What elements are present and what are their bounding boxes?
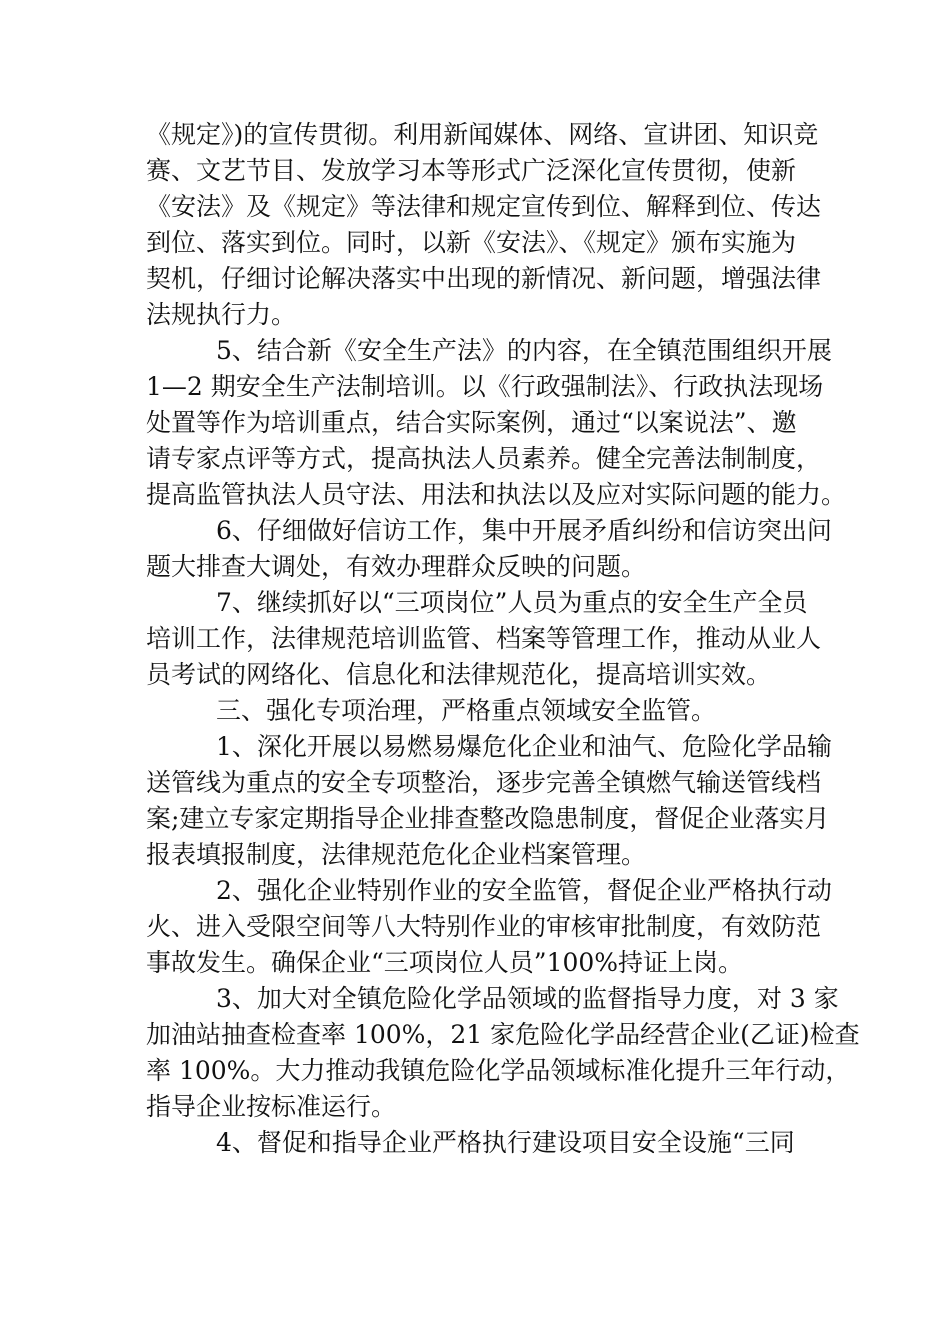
- text-line: 7、继续抓好以“三项岗位”人员为重点的安全生产全员: [216, 588, 808, 617]
- text-line: 送管线为重点的安全专项整治，逐步完善全镇燃气输送管线档: [146, 768, 822, 797]
- text-line: 案;建立专家定期指导企业排查整改隐患制度，督促企业落实月: [146, 804, 830, 833]
- text-line: 2、强化企业特别作业的安全监管，督促企业严格执行动: [216, 876, 832, 905]
- text-line: 事故发生。确保企业“三项岗位人员”100%持证上岗。: [146, 948, 744, 977]
- text-line: 题大排查大调处，有效办理群众反映的问题。: [146, 552, 647, 581]
- section-heading: 三、强化专项治理，严格重点领域安全监管。: [216, 696, 717, 725]
- text-line: 赛、文艺节目、发放学习本等形式广泛深化宣传贯彻，使新: [146, 156, 797, 185]
- text-line: 培训工作，法律规范培训监管、档案等管理工作，推动从业人: [146, 624, 822, 653]
- text-line: 1、深化开展以易燃易爆危化企业和油气、危险化学品输: [216, 732, 832, 761]
- text-line: 6、仔细做好信访工作，集中开展矛盾纠纷和信访突出问: [216, 516, 832, 545]
- text-line: 报表填报制度，法律规范危化企业档案管理。: [146, 840, 647, 869]
- text-line: 处置等作为培训重点，结合实际案例，通过“以案说法”、邀: [146, 408, 797, 437]
- text-line: 契机，仔细讨论解决落实中出现的新情况、新问题，增强法律: [146, 264, 822, 293]
- text-line: 《规定》)的宣传贯彻。利用新闻媒体、网络、宣讲团、知识竞: [146, 120, 819, 149]
- text-line: 5、结合新《安全生产法》的内容，在全镇范围组织开展: [216, 336, 832, 365]
- text-line: 指导企业按标准运行。: [146, 1092, 397, 1121]
- text-line: 4、督促和指导企业严格执行建设项目安全设施“三同: [216, 1128, 795, 1157]
- text-line: 《安法》及《规定》等法律和规定宣传到位、解释到位、传达: [146, 192, 822, 221]
- text-line: 请专家点评等方式，提高执法人员素养。健全完善法制制度，: [146, 444, 822, 473]
- text-line: 1—2 期安全生产法制培训。以《行政强制法》、行政执法现场: [146, 372, 824, 401]
- text-line: 加油站抽查检查率 100%，21 家危险化学品经营企业(乙证)检查: [146, 1020, 860, 1049]
- text-line: 到位、落实到位。同时，以新《安法》、《规定》颁布实施为: [146, 228, 797, 257]
- text-line: 3、加大对全镇危险化学品领域的监督指导力度，对 3 家: [216, 984, 839, 1013]
- text-line: 率 100%。大力推动我镇危险化学品领域标准化提升三年行动，: [146, 1056, 851, 1085]
- text-line: 法规执行力。: [146, 300, 297, 329]
- text-line: 员考试的网络化、信息化和法律规范化，提高培训实效。: [146, 660, 772, 689]
- text-line: 提高监管执法人员守法、用法和执法以及应对实际问题的能力。: [146, 480, 847, 509]
- text-line: 火、进入受限空间等八大特别作业的审核审批制度，有效防范: [146, 912, 822, 941]
